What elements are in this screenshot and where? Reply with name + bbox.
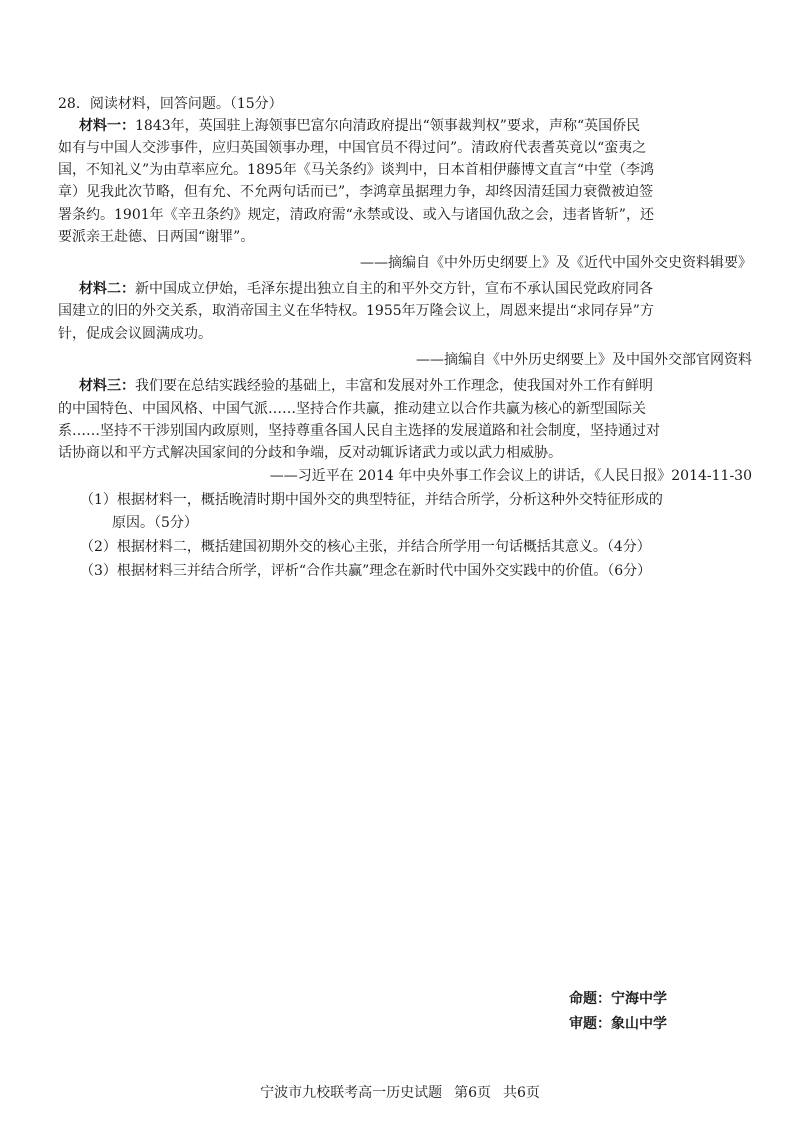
material1-line1: 材料一：1843年，英国驻上海领事巴富尔向清政府提出“领事裁判权”要求，声称“英国侨民 [79, 118, 641, 134]
material2-line3: 针，促成会议圆满成功。 [58, 326, 212, 342]
material1-label: 材料一： [79, 118, 135, 134]
page-footer [0, 1082, 800, 1102]
reviewer-credit: 审题：象山中学 [569, 1016, 667, 1032]
material3-source: ——习近平在 2014 年中央外事工作会议上的讲话，《人民日报》2014-11-30 [269, 468, 752, 484]
material1-line6: 要派亲王赴德、日两国“谢罪”。 [58, 229, 255, 245]
author-credit: 命题：宁海中学 [569, 991, 667, 1007]
material1-line5: 署条约。1901年《辛丑条约》规定，清政府需“永禁或设、或入与诸国仇敌之会，违者皆斩”，还 [58, 207, 654, 223]
question-header: 28．阅读材料，回答问题。（15分） [58, 96, 283, 112]
material2-line2: 国建立的旧的外交关系，取消帝国主义在华特权。1955年万隆会议上，周恩来提出“求同存异”方 [58, 303, 654, 319]
material3-line1: 材料三：我们要在总结实践经验的基础上，丰富和发展对外工作理念，使我国对外工作有鲜明 [79, 378, 653, 394]
subquestion-2: （2）根据材料二，概括建国初期外交的核心主张，并结合所学用一句话概括其意义。（4分） [80, 539, 651, 555]
subquestion-1: （1）根据材料一，概括晚清时期中国外交的典型特征，并结合所学，分析这种外交特征形成的 [80, 492, 663, 508]
footer-title: 宁波市九校联考高一历史试题 [260, 1085, 443, 1101]
material1-line3: 国，不知礼义”为由草率应允。1895年《马关条约》谈判中，日本首相伊藤博文直言“中堂（李鸿 [58, 162, 654, 178]
material3-line2: 的中国特色、中国风格、中国气派……坚持合作共赢，推动建立以合作共赢为核心的新型国际关 [58, 401, 646, 417]
material3-label: 材料三： [79, 378, 135, 394]
subquestion-1-continuation: 原因。（5分） [112, 515, 198, 531]
material1-line4: 章）见我此次节略，但有允、不允两句话而已”，李鸿章虽据理力争，却终因清廷国力衰微被迫签 [58, 184, 654, 200]
material1-source: ——摘编自《中外历史纲要上》及《近代中国外交史资料辑要》 [360, 255, 752, 271]
material3-line4: 话协商以和平方式解决国家间的分歧和争端，反对动辄诉诸武力或以武力相威胁。 [58, 445, 562, 461]
material3-line3: 系……坚持不干涉别国内政原则，坚持尊重各国人民自主选择的发展道路和社会制度，坚持通过对 [58, 423, 660, 439]
material2-line1: 材料二：新中国成立伊始，毛泽东提出独立自主的和平外交方针，宣布不承认国民党政府同各 [79, 281, 653, 297]
subquestion-3: （3）根据材料三并结合所学，评析“合作共赢”理念在新时代中国外交实践中的价值。（6分） [80, 563, 652, 579]
footer-page-number: 第6页 [454, 1085, 491, 1101]
material2-source: ——摘编自《中外历史纲要上》及中国外交部官网资料 [416, 352, 752, 368]
footer-total-pages: 共6页 [503, 1085, 540, 1101]
material1-line2: 如有与中国人交涉事件，应归英国领事办理，中国官员不得过问”。清政府代表耆英竟以“蛮夷之 [58, 140, 647, 156]
material2-label: 材料二： [79, 281, 135, 297]
